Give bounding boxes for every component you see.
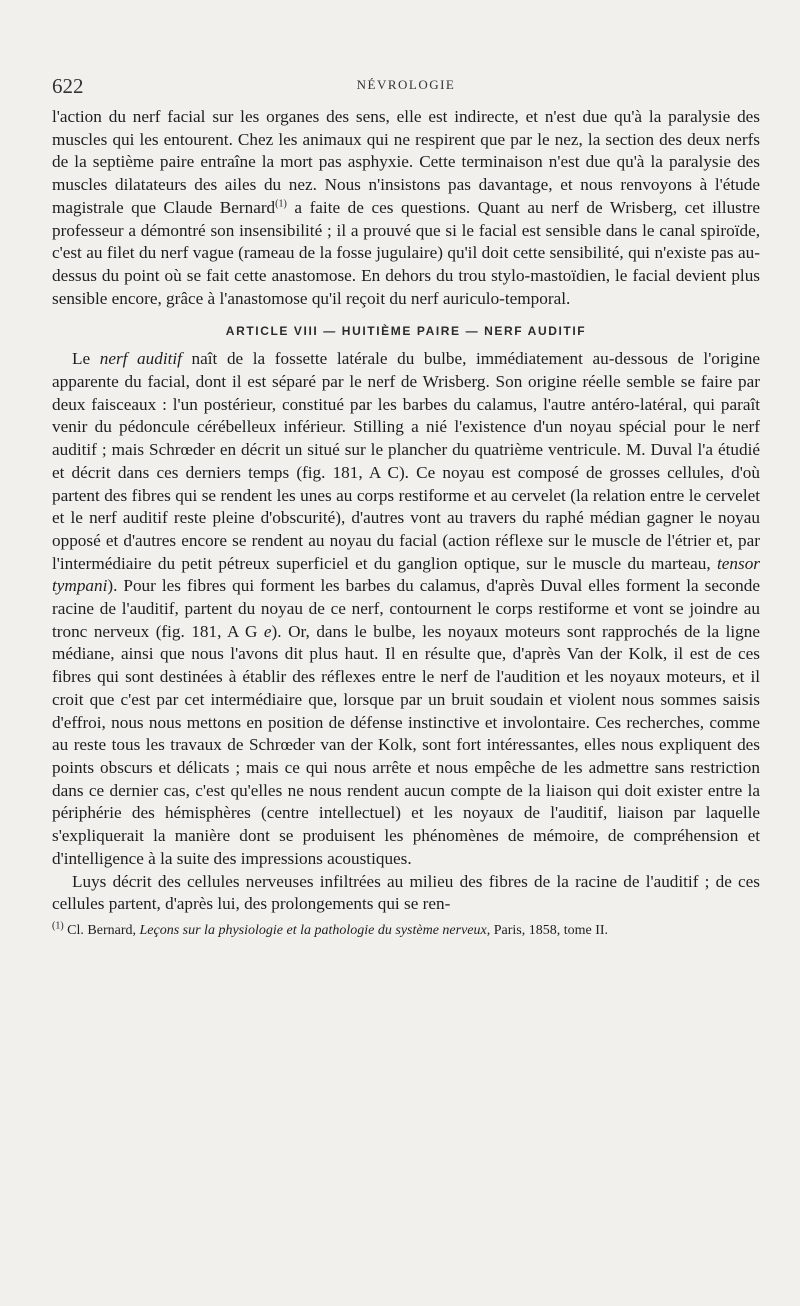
footnote-title: Leçons sur la physiologie et la pathologie du système nerveux [139,922,487,938]
footnote-text: Cl. Bernard, [63,922,140,938]
paragraph-facial-nerve [52,106,760,310]
paragraph-text: l'action du nerf facial sur les organes des sens, elle est indirecte, et n'est due qu'à la paralysie des muscles qui les entourent. Chez les animaux qui ne respirent que par le nez, la section des deux nerfs de la septième paire entraîne la mort pas asphyxie. Cette terminaison n'est due qu'à la paralysie des muscles dilatateurs des ailes du nez. Nous n'insistons pas davantage, et nous renvoyons à l'étude magistrale que Claude Bernard [52,107,760,217]
footnote-reference[interactable]: (1) [275,198,287,210]
footnote [52,922,760,940]
paragraph-luys: Luys décrit des cellules nerveuses infiltrées au milieu des fibres de la racine de l'auditif ; de ces cellules partent, d'après lui, des prolongements qui se ren- [52,871,760,914]
term-tensor-tympani: tensor tympani [52,553,760,596]
paragraph-auditory-nerve [52,348,760,870]
paragraph-text: naît de la fossette latérale du bulbe, immédiatement au-dessous de l'origine apparente du facial, dont il est séparé par le nerf de Wrisberg. Son origine réelle semble se faire par deux faisceaux : l'un postérieur, constitué par les barbes du calamus, l'autre antéro-latéral, qui paraît venir du pédoncule cérébelleux inférieur. Stilling a nié l'existence d'un noyau spécial pour le nerf auditif ; mais Schrœder en décrit un situé sur le plancher du quatrième ventricule. M. Duval l'a étudié et décrit dans ces derniers temps (fig. 181, A C). Ce noyau est composé de grosses cellules, d'où partent des fibres qui se rendent les unes au corps restiforme et au cervelet (la relation entre le cervelet et le nerf auditif reste pleine d'obscurité), d'autres vont au travers du raphé médian gagner le noyau opposé et d'autres encore se rendent au noyau du facial (action réflexe sur le muscle de l'étrier et, par l'intermédiaire du petit pétreux superficiel et du ganglion optique, sur le muscle du marteau, [52,349,760,573]
page-number: 622 [52,74,84,98]
running-head: NÉVROLOGIE [356,77,456,92]
footnote-marker: (1) [52,920,64,932]
figure-ref-letter: e [263,621,272,641]
paragraph-text: ). Or, dans le bulbe, les noyaux moteurs sont rapprochés de la ligne médiane, ainsi que nous l'avons dit plus haut. Il en résulte que, d'après Van der Kolk, il est de ces fibres qui sont destinées à établir des réflexes entre le nerf de l'audition et les noyaux moteurs, et il croit que c'est par cet intermédiaire que, lorsque par un bruit soudain et violent nous sommes saisis d'effroi, nous nous mettons en position de défense instinctive et involontaire. Ces recherches, comme au reste tous les travaux de Schrœder van der Kolk, sont fort intéressantes, elles nous expliquent des points obscurs et délicats ; mais ce qui nous arrête et nous empêche de les admettre sans restriction dans ce dernier cas, c'est qu'elles ne nous rendent aucun compte de la liaison qui doit exister entre la périphérie des hémisphères (centre intellectuel) et les noyaux de l'auditif, liaison par laquelle s'expliquerait la manière dont se produisent les phénomènes de mémoire, de compréhension et d'intelligence à la suite des impressions acoustiques. [52,621,760,868]
paragraph-text: ). Pour les fibres qui forment les barbes du calamus, d'après Duval elles forment la seconde racine de l'auditif, partent du noyau de ce nerf, contournent le corps restiforme et vont se joindre au tronc nerveux (fig. 181, A G [52,576,760,641]
term-nerf-auditif: nerf auditif [99,349,182,369]
book-page [52,68,760,954]
article-heading: ARTICLE VIII — HUITIÈME PAIRE — NERF AUDITIF [225,324,587,339]
paragraph-text: a faite de ces questions. Quant au nerf de Wrisberg, cet illustre professeur a démontré son insensibilité ; il a prouvé que si le facial est sensible dans le canal spiroïde, c'est au filet du nerf vague (rameau de la fosse jugulaire) qu'il doit cette sensibilité, qui n'existe pas au-dessus du point où se fait cette anastomose. En dehors du trou stylo-mastoïdien, le facial devient plus sensible encore, grâce à l'anastomose qu'il reçoit du nerf auriculo-temporal. [52,197,760,308]
page-header [52,68,760,106]
footnote-text: , Paris, 1858, tome II. [486,922,609,938]
paragraph-text: Le [72,349,100,369]
